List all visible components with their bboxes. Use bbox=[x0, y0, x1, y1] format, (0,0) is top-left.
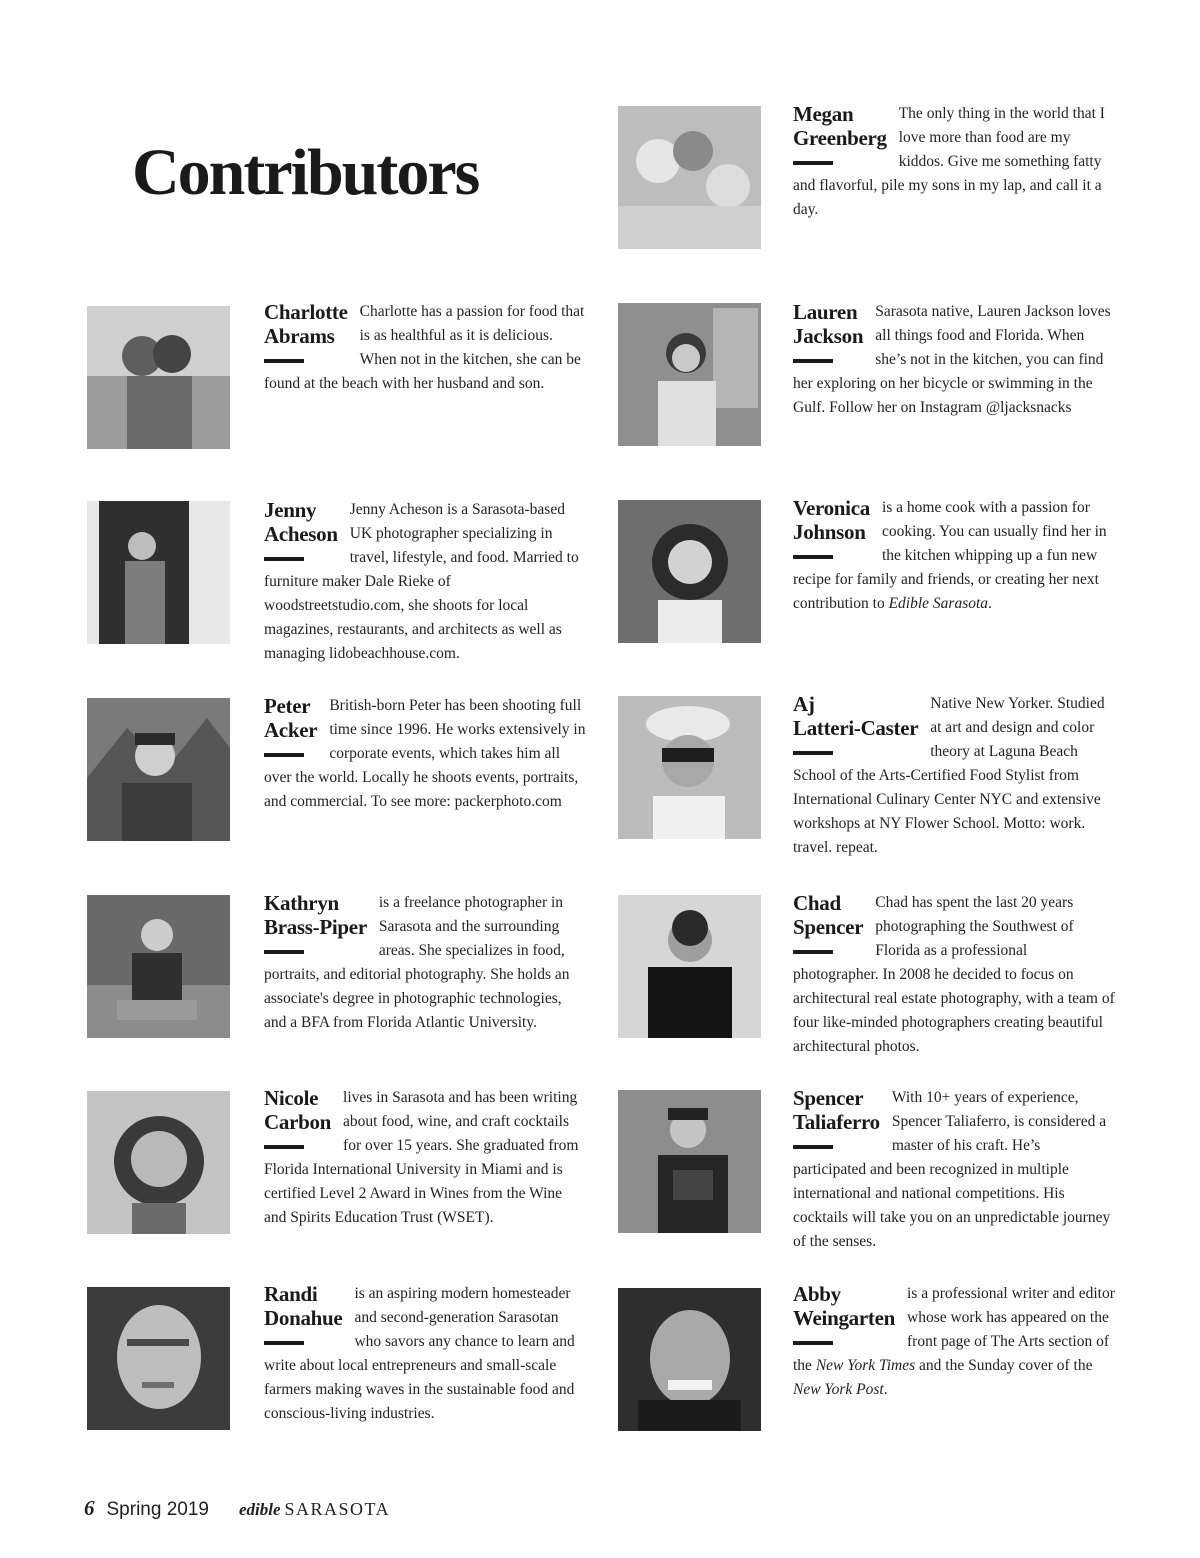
contributor-bio bbox=[264, 694, 586, 814]
contributor-name: Charlotte Abrams bbox=[264, 300, 348, 348]
bio-text: is a home cook with a passion for cooking. You can usually find her in the kitchen whipping up a fun new recipe for family and friends, or creating her next contribution to Edible Sarasota. bbox=[793, 499, 1107, 612]
contributor-bio bbox=[793, 1282, 1115, 1402]
contributor-bio bbox=[793, 496, 1115, 616]
bio-text: Sarasota native, Lauren Jackson loves all things food and Florida. When she’s not in the kitchen, you can find her exploring on her bicycle or swimming in the Gulf. Follow her on Instagram @ljacksnacks bbox=[793, 303, 1111, 416]
contributor-bio bbox=[793, 102, 1115, 222]
contributor-bio bbox=[793, 1086, 1115, 1254]
bio-text: is a freelance photographer in Sarasota and the surrounding areas. She specializes in food, portraits, and editorial photography. She holds an associate's degree in photographic technologies, and a BFA from Florida Atlantic University. bbox=[264, 894, 570, 1031]
contributor-name: Aj Latteri-Caster bbox=[793, 692, 919, 740]
contributor-bio bbox=[264, 1086, 586, 1230]
bio-text: British-born Peter has been shooting full time since 1996. He works extensively in corporate events, which takes him all over the world. Locally he shoots events, portraits, and commercial. To see more: packerphoto.com bbox=[264, 697, 586, 810]
contributor-photo bbox=[87, 698, 230, 841]
portrait-icon bbox=[618, 1288, 761, 1431]
portrait-icon bbox=[618, 303, 761, 446]
contributor-photo bbox=[87, 501, 230, 644]
contributor-photo bbox=[87, 1091, 230, 1234]
bio-text: With 10+ years of experience, Spencer Taliaferro, is considered a master of his craft. He’s participated and been recognized in multiple international and national competitions. His cocktails will take you on an unpredictable journey of the senses. bbox=[793, 1089, 1111, 1250]
contributor-photo bbox=[618, 1288, 761, 1431]
bio-text: Native New Yorker. Studied at art and design and color theory at Laguna Beach School of the Arts-Certified Food Stylist from International Culinary Center NYC and extensive workshops at NY Flower School. Motto: work. travel. repeat. bbox=[793, 695, 1105, 856]
bio-text: Chad has spent the last 20 years photographing the Southwest of Florida as a professional photographer. In 2008 he decided to focus on architectural real estate photography, with a team of four like-minded photographers creating beautiful architectural photos. bbox=[793, 894, 1115, 1055]
bio-text: Charlotte has a passion for food that is as healthful as it is delicious. When not in the kitchen, she can be found at the beach with her husband and son. bbox=[264, 303, 585, 392]
name-rule bbox=[793, 1341, 833, 1345]
contributor-name: Veronica Johnson bbox=[793, 496, 870, 544]
contributor-photo bbox=[87, 895, 230, 1038]
contributor-bio bbox=[264, 300, 586, 396]
contributor-name: Abby Weingarten bbox=[793, 1282, 895, 1330]
contributor-name: Peter Acker bbox=[264, 694, 318, 742]
contributor-photo bbox=[618, 696, 761, 839]
portrait-icon bbox=[87, 895, 230, 1038]
name-rule bbox=[264, 1145, 304, 1149]
contributor-name: Lauren Jackson bbox=[793, 300, 864, 348]
bio-text: is an aspiring modern homesteader and second-generation Sarasotan who savors any chance to learn and write about local entrepreneurs and small-scale farmers making waves in the sustainable food and conscious-living industries. bbox=[264, 1285, 575, 1422]
contributor-bio bbox=[264, 891, 586, 1035]
contributor-name: Nicole Carbon bbox=[264, 1086, 332, 1134]
portrait-icon bbox=[87, 501, 230, 644]
contributor-name: Megan Greenberg bbox=[793, 102, 887, 150]
page-footer bbox=[84, 1496, 390, 1522]
contributor-photo bbox=[87, 1287, 230, 1430]
name-rule bbox=[264, 557, 304, 561]
issue-label: Spring 2019 bbox=[106, 1499, 209, 1520]
contributor-bio bbox=[264, 1282, 586, 1426]
name-rule bbox=[793, 161, 833, 165]
portrait-icon bbox=[618, 106, 761, 249]
portrait-icon bbox=[87, 1287, 230, 1430]
portrait-icon bbox=[618, 696, 761, 839]
contributor-photo bbox=[618, 500, 761, 643]
portrait-icon bbox=[618, 895, 761, 1038]
name-rule bbox=[264, 359, 304, 363]
name-rule bbox=[264, 753, 304, 757]
contributor-name: Randi Donahue bbox=[264, 1282, 343, 1330]
portrait-icon bbox=[87, 306, 230, 449]
name-rule bbox=[793, 359, 833, 363]
contributor-photo bbox=[618, 106, 761, 249]
contributor-bio bbox=[264, 498, 586, 666]
name-rule bbox=[793, 751, 833, 755]
portrait-icon bbox=[618, 1090, 761, 1233]
contributor-bio bbox=[793, 692, 1115, 860]
page-title: Contributors bbox=[132, 136, 479, 209]
bio-text: is a professional writer and editor whose work has appeared on the front page of The Arts section of the New York Times and the Sunday cover of the New York Post. bbox=[793, 1285, 1115, 1398]
contributor-photo bbox=[618, 303, 761, 446]
contributor-name: Kathryn Brass-Piper bbox=[264, 891, 367, 939]
name-rule bbox=[264, 950, 304, 954]
brand-prefix: edible bbox=[238, 1500, 281, 1519]
contributor-name: Jenny Acheson bbox=[264, 498, 338, 546]
contributor-name: Spencer Taliaferro bbox=[793, 1086, 880, 1134]
portrait-icon bbox=[87, 1091, 230, 1234]
contributor-photo bbox=[618, 895, 761, 1038]
contributor-photo bbox=[87, 306, 230, 449]
name-rule bbox=[264, 1341, 304, 1345]
contributor-bio bbox=[793, 300, 1115, 420]
name-rule bbox=[793, 950, 833, 954]
portrait-icon bbox=[87, 698, 230, 841]
bio-text: The only thing in the world that I love more than food are my kiddos. Give me something fatty and flavorful, pile my sons in my lap, and call it a day. bbox=[793, 105, 1105, 218]
page-number: 6 bbox=[84, 1496, 95, 1520]
contributor-bio bbox=[793, 891, 1115, 1059]
name-rule bbox=[793, 1145, 833, 1149]
name-rule bbox=[793, 555, 833, 559]
bio-text: Jenny Acheson is a Sarasota-based UK photographer specializing in travel, lifestyle, and food. Married to furniture maker Dale Rieke of woodstreetstudio.com, she shoots for local magazines, restaurants, and architects as well as managing lidobeachhouse.com. bbox=[264, 501, 579, 662]
contributor-name: Chad Spencer bbox=[793, 891, 864, 939]
bio-text: lives in Sarasota and has been writing about food, wine, and craft cocktails for over 15 years. She graduated from Florida International University in Miami and is certified Level 2 Award in Wines from the Wine and Spirits Education Trust (WSET). bbox=[264, 1089, 579, 1226]
brand-name: SARASOTA bbox=[284, 1499, 391, 1519]
portrait-icon bbox=[618, 500, 761, 643]
contributor-photo bbox=[618, 1090, 761, 1233]
